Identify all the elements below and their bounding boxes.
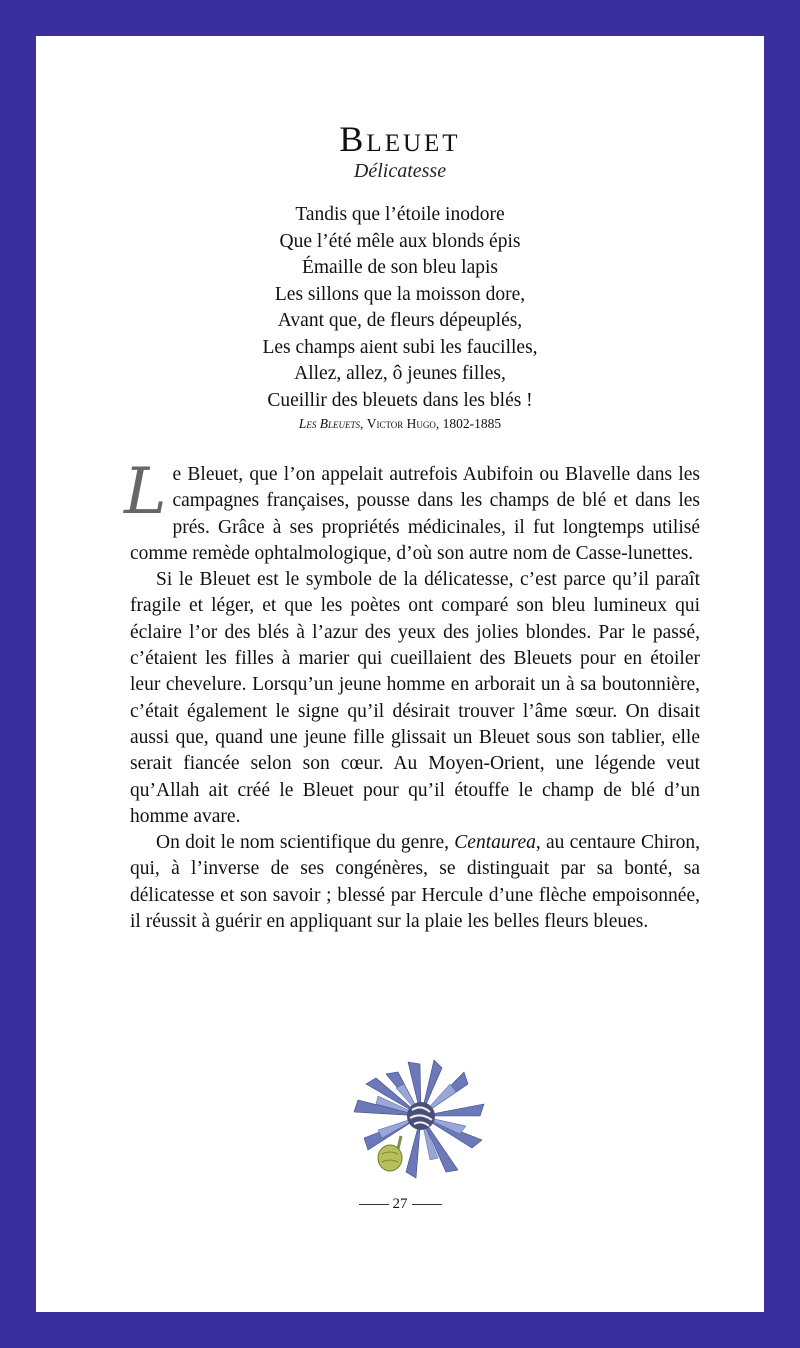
poem-attribution: Les Bleuets, Victor Hugo, 1802-1885 <box>298 416 502 431</box>
poem <box>36 202 764 414</box>
poem-line: Les sillons que la moisson dore, <box>274 283 526 305</box>
poem-line: Émaille de son bleu lapis <box>301 257 499 278</box>
paragraph-3 <box>130 830 700 935</box>
page-number-dash-left <box>359 1204 389 1205</box>
page-number <box>36 1196 764 1213</box>
drop-cap: L <box>124 455 167 529</box>
paragraph-1-text: e Bleuet, que l’on appelait autrefois Aubifoin ou Blavelle dans les campagnes françaises, pousse dans les champs de blé et dans les prés. Grâce à ses propriétés médicinales, il fut longtemps utilisé comme remède ophtalmologique, d’où son autre nom de Casse-lunettes. <box>130 464 700 564</box>
poem-line: Allez, allez, ô jeunes filles, <box>294 363 506 384</box>
page-subtitle: Délicatesse <box>353 160 447 182</box>
page-number-value: 27 <box>392 1196 408 1212</box>
paragraph-2: Si le Bleuet est le symbole de la délicatesse, c’est parce qu’il paraît fragile et léger, et que les poètes ont comparé son bleu lumineux qui éclaire l’or des blés à l’azur des yeux des jolies blondes. Par le passé, c’étaient les filles à marier qui cueillaient des Bleuets pour en étoiler leur chevelure. Lorsqu’un jeune homme en arborait un à sa boutonnière, c’était également le signe qu’il désirait trouver l’âme sœur. On disait aussi que, quand une jeune fille glissait un Bleuet sous son tablier, elle serait fiancée selon son cœur. Au Moyen-Orient, une légende veut qu’Allah ait créé le Bleuet pour qu’il étouffe le champ de blé d’un homme avare. <box>130 569 700 827</box>
page-title: Bleuet <box>339 119 461 159</box>
paragraph-1 <box>124 455 700 567</box>
genus-name: Centaurea <box>454 832 536 854</box>
poem-line: Tandis que l’étoile inodore <box>295 204 505 225</box>
body-text <box>124 455 701 935</box>
attribution-dates: 1802-1885 <box>442 416 502 431</box>
cornflower-illustration <box>346 1054 496 1190</box>
page-number-dash-right <box>412 1204 442 1205</box>
poem-line: Cueillir des bleuets dans les blés ! <box>267 389 533 411</box>
book-page <box>36 36 764 1312</box>
attribution-work: Les Bleuets <box>298 416 360 431</box>
attribution-author: Victor Hugo <box>366 416 436 431</box>
paragraph-3-text-before: On doit le nom scientifique du genre, <box>156 832 455 854</box>
poem-line: Les champs aient subi les faucilles, <box>262 336 538 358</box>
poem-line: Avant que, de fleurs dépeuplés, <box>277 310 523 331</box>
paragraph-3-text-after: , au centaure Chiron, qui, à l’inverse de ses congénères, se distinguait par sa bonté, sa délicatesse et son savoir ; blessé par Hercule d’une flèche empoisonnée, il réussit à guérir en appliquant sur la plaie les belles fleurs bleues. <box>130 832 701 933</box>
poem-line: Que l’été mêle aux blonds épis <box>279 230 521 252</box>
